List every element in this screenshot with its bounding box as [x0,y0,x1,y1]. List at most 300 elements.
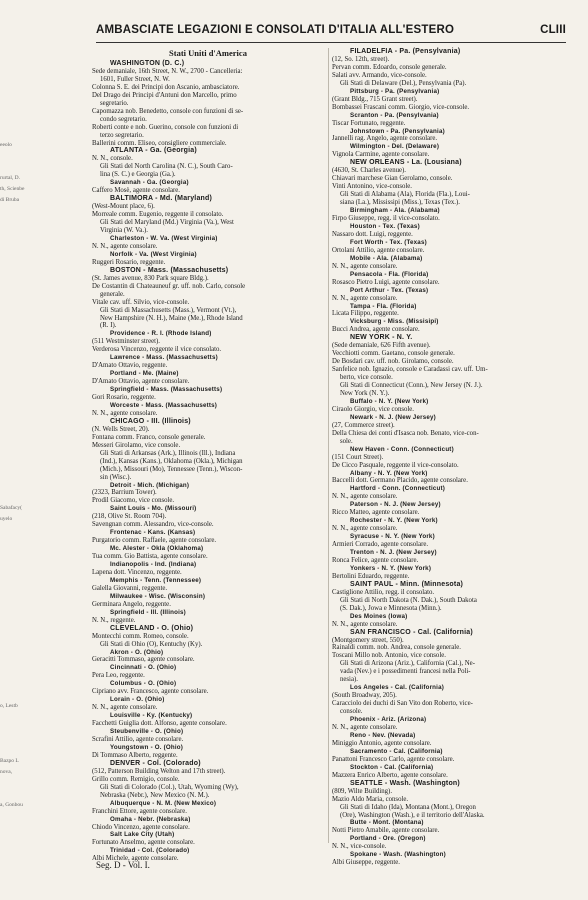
entry-line: N. N., agente consolare. [92,409,158,417]
margin-fragment [0,349,30,360]
city-heading [92,529,324,537]
entry-line: Montecchi comm. Romeo, console. [92,632,189,640]
entry-line: Di Tommaso Alberto, reggente. [92,751,178,759]
city-heading [332,716,564,724]
entry-line: Galella Giovanni, reggente. [92,584,168,592]
margin-fragment [0,580,30,591]
city-heading-text: Charleston - W. Va. (West Virginia) [110,234,218,242]
margin-fragment [0,657,30,668]
running-header [96,24,566,40]
city-heading-text: Lawrence - Mass. (Massachusetts) [110,354,218,362]
city-heading-text: Yonkers - N. Y. (New York) [350,564,432,572]
entry-continuation: terzo segretario. [100,131,144,139]
entry-line: Tiscar Fortunato, reggente. [332,119,406,127]
entry-line: Vecchiotti comm. Gaetano, console generale. [332,350,455,358]
margin-fragment [0,690,30,701]
city-heading [92,147,324,155]
city-heading-text: NEW YORK - N. Y. [350,334,413,342]
margin-fragment: Sabafacy( [0,505,22,511]
entry-line: Caracciolo dei duchi di San Vito don Roberto, vice- [332,700,473,708]
margin-fragment [0,734,30,745]
city-heading [92,696,324,704]
entry-line: Chiodo Vincenzo, agente consolare. [92,823,190,831]
entry-continuation: berto, vice console. [340,374,393,382]
margin-fragment [0,338,30,349]
section-title: Stati Uniti d'America [169,48,247,58]
entry-continuation: Gli Stati di Massachusetts (Mass.), Vermont (Vt.), [100,306,237,314]
city-heading-text: Indianopolis - Ind. (Indiana) [110,561,197,569]
entry-line: N. N., agente consolare. [332,525,398,533]
city-heading-text: Scranton - Pa. (Pensylvania) [350,111,439,119]
entry-line: Capomazza nob. Benedetto, console con funzioni di se- [92,107,244,115]
entry-line: Fontana comm. Franco, console generale. [92,433,206,441]
margin-fragment: o, Lestb [0,703,18,709]
entry-line: Sede demaniale, 16th Street, N. W., 2700 - Cancelleria: [92,67,243,75]
city-heading-text: FILADELFIA - Pa. (Pensylvania) [350,48,461,55]
city-heading-text: SAN FRANCISCO - Cal. (California) [350,628,473,636]
entry-line: Fortunato Anselmo, agente consolare. [92,839,195,847]
margin-fragment [0,492,30,503]
city-heading [92,482,324,490]
city-heading-text: WASHINGTON (D. C.) [110,60,185,67]
city-heading [332,501,564,509]
city-heading-text: Youngstown - O. (Ohio) [110,743,184,751]
city-heading-text: Paterson - N. J. (New Jersey) [350,501,441,509]
city-heading-text: Lorain - O. (Ohio) [110,696,165,704]
city-heading-text: Pensacola - Fla. (Florida) [350,270,429,278]
city-heading-text: Rochester - N. Y. (New York) [350,517,438,525]
entry-line: (27, Commerce street). [332,421,395,429]
entry-continuation: (Ore), Washington (Wash.), e il territorio dell'Alaska. [340,811,485,819]
city-heading [92,545,324,553]
city-heading [332,143,564,151]
entry-line: N. N., agente consolare. [332,262,398,270]
entry-continuation: nesia). [340,676,358,684]
entry-continuation: Nebraska (Nebr.), New Mexico (N. M.). [100,791,210,799]
entry-line: Notti Pietro Amabile, agente consolare. [332,827,440,835]
entry-line: Baccelli dott. Germano Placido, agente consolare. [332,477,468,485]
entry-line: Messeri Girolamo, vice console. [92,441,181,449]
city-heading [332,318,564,326]
margin-fragment [0,327,30,338]
margin-fragment [0,371,30,382]
entry-line: Pera Leo, reggente. [92,672,145,680]
margin-fragment [0,602,30,613]
city-heading [332,835,564,843]
entry-line: Ballerini comm. Eliseo, consigliere commerciale. [92,139,227,147]
city-heading-text: CLEVELAND - O. (Ohio) [110,624,194,632]
city-heading-text: Des Moines (Iowa) [350,612,408,620]
margin-fragment [0,393,30,404]
entry-line: Ortolani Attilio, agente consolare. [332,246,425,254]
city-heading-text: Columbus - O. (Ohio) [110,680,177,688]
entry-continuation: Gli Stati di Colorado (Col.), Utah, Wyoming (Wy), [100,783,239,791]
entry-line: (Sede demaniale, 626 Fifth avenue). [332,342,431,350]
city-heading-text: Milwaukee - Wisc. (Wisconsin) [110,592,206,600]
entry-line: Armieri Corrado, agente consolare. [332,541,429,549]
entry-line: Vitale cav. uff. Silvio, vice-console. [92,298,190,306]
entry-line: Morreale comm. Eugenio, reggente il consolato. [92,211,224,219]
city-heading-text: Mobile - Ala. (Alabama) [350,254,423,262]
margin-fragment [0,151,30,162]
city-heading [92,816,324,824]
city-heading [332,851,564,859]
city-heading [92,402,324,410]
margin-fragment [0,536,30,547]
entry-continuation: Gli Stati di Arkansas (Ark.), Illinois (Ill.), Indiana [100,449,236,457]
entry-line: Bombassei Frascani comm. Giorgio, vice-console. [332,103,470,111]
entry-line: Del Drago dei Principi d'Antuni don Marcello, primo [92,91,237,99]
entry-continuation: New York (N. Y.). [340,389,390,397]
margin-fragment [0,283,30,294]
margin-fragment [0,635,30,646]
city-heading-text: Syracuse - N. Y. (New York) [350,533,435,541]
entry-line: Savengnan comm. Alessandro, vice-console. [92,521,214,529]
margin-fragment: rurtal, D. [0,175,21,181]
city-heading [332,128,564,136]
entry-line: Verderosa Vincenzo, reggente il vice consolato. [92,346,222,354]
margin-fragment [0,789,30,800]
entry-line: De Costantin di Chateauneuf gr. uff. nob. Carlo, console [92,282,246,290]
entry-line: Rainaldi comm. nob. Andrea, console generale. [332,644,461,652]
city-heading [92,330,324,338]
entry-line: Tua comm. Gio Battista, agente consolare. [92,553,208,561]
entry-line: D'Amato Ottavio, agente consolare. [92,378,190,386]
city-heading [332,398,564,406]
city-heading [92,60,324,68]
margin-fragment [0,415,30,426]
city-heading-text: Spokane - Wash. (Washington) [350,851,446,859]
entry-line: Ronca Felice, agente consolare. [332,557,419,564]
city-heading [92,593,324,601]
city-heading-text: Hartford - Conn. (Connecticut) [350,485,446,493]
entry-line: Mazio Aldo Maria, console. [332,795,409,803]
entry-line: (Grant Bldg., 715 Grant street). [332,95,418,103]
entry-line: Germinara Angelo, reggente. [92,600,171,608]
entry-line: Rosasco Pietro Luigi, agente consolare. [332,278,440,286]
city-heading-text: Saint Louis - Mo. (Missouri) [110,505,197,513]
entry-line: N. N., agente consolare. [92,704,158,712]
margin-fragment: uyelo [0,516,13,522]
entry-line: Lapena dott. Vincenzo, reggente. [92,569,182,576]
city-heading [332,565,564,573]
entry-continuation: (Mich.), Missouri (Mo), Tennessee (Tenn.), Wiscon- [100,465,243,473]
city-heading [92,235,324,243]
entry-continuation: siana (La.), Mississipi (Miss.), Texas (Tex.). [340,199,460,207]
city-heading-text: Los Angeles - Cal. (California) [350,684,444,692]
margin-fragment [0,382,30,393]
margin-fragment [0,261,30,272]
city-heading [332,287,564,295]
margin-fragment: nova, [0,769,13,775]
entry-continuation: sole. [340,437,353,445]
city-heading [332,303,564,311]
entry-line: Chiavari marchese Gian Gerolamo, console. [332,175,453,183]
entry-continuation: lina (S. C.) e Georgia (Ga.). [100,171,176,179]
entry-continuation: Gli Stati di Delaware (Del.), Pensylvania (Pa). [340,79,467,87]
entry-line: Ruggeri Rosario, reggente. [92,258,166,266]
entry-line: Firpo Giuseppe, regg. il vice-consolato. [332,215,440,223]
page-title: AMBASCIATE LEGAZIONI E CONSOLATI D'ITALIA ALL'ESTERO [96,24,455,36]
city-heading [92,760,324,768]
margin-fragment [0,250,30,261]
margin-fragment [0,162,30,173]
entry-continuation: Gli Stati di Idaho (Ida), Montana (Mont.), Oregon [340,803,476,811]
entry-continuation: generale. [100,290,125,298]
entry-line: N. N., console. [92,155,133,163]
entry-continuation: Gli Stati di Arizona (Ariz.), California (Cal.), Ne- [340,660,475,668]
entry-line: N. N., agente consolare. [332,294,398,302]
entry-line: N. N., vice-console. [332,843,387,851]
city-heading-text: Mc. Alester - Okla (Oklahoma) [110,545,204,553]
entry-continuation: (R. I). [100,322,117,330]
entry-line: Prodil Giacomo, vice console. [92,497,175,505]
city-heading-text: Reno - Nev. (Nevada) [350,731,416,739]
entry-line: Toscani Millo nob. Antonio, vice console. [332,652,446,660]
entry-line: Ricco Matteo, agente consolare. [332,509,420,517]
entry-continuation: Gli Stati del Maryland (Md.) Virginia (Va.), West [100,219,234,227]
city-heading [332,764,564,772]
margin-fragment [0,272,30,283]
city-heading-text: Omaha - Nebr. (Nebraska) [110,815,191,823]
entry-line: Purgatorio comm. Raffaele, agente consolare. [92,537,217,545]
city-heading [332,239,564,247]
city-heading [332,780,564,788]
city-heading [92,561,324,569]
margin-fragment [0,404,30,415]
margin-fragment [0,591,30,602]
margin-fragment [0,525,30,536]
city-heading [92,577,324,585]
entry-line: N. N., agente consolare. [332,620,398,628]
entry-line: Nassaro dott. Luigi, reggente. [332,230,413,238]
entry-line: Castiglione Attilio, regg. il consolato. [332,588,435,596]
city-heading [332,271,564,279]
entry-line: Jannelli rag. Angelo, agente consolare. [332,135,438,143]
margin-fragment [0,723,30,734]
city-heading-text: Stockton - Cal. (California) [350,763,434,771]
entry-continuation: sin (Wisc.). [100,473,132,481]
city-heading-text: Cincinnati - O. (Ohio) [110,664,177,672]
city-heading-text: Pittsburg - Pa. (Pensylvania) [350,87,440,95]
entry-continuation: New Hampshire (N. H.), Maine (Me.), Rhode Island [100,314,243,322]
city-heading [92,179,324,187]
city-heading-text: Butte - Mont. (Montana) [350,819,424,827]
entry-line: Caffero Mosè, agente consolare. [92,187,181,195]
city-heading-text: Portland - Me. (Maine) [110,370,179,378]
entry-continuation: (S. Dak.), Jowa e Minnesota (Minn.). [340,604,442,612]
entry-line: (West-Mount place, 6). [92,203,155,211]
entry-continuation: Gli Stati di Connecticut (Conn.), New Jersey (N. J.). [340,382,483,390]
city-heading-text: Louisville - Ky. (Kentucky) [110,712,193,720]
entry-line: Salati avv. Armando, vice-console. [332,71,427,79]
margin-fragment [0,437,30,448]
entry-line: Geracitti Tommaso, agente consolare. [92,656,195,664]
margin-fragment [0,481,30,492]
entry-line: (4630, St. Charles avenue). [332,167,406,175]
entry-line: Miniggio Antonio, agente consolare. [332,739,432,747]
city-heading-text: Sacramento - Cal. (California) [350,747,443,755]
margin-fragment [0,426,30,437]
entry-line: Vignola Carmine, agente consolare. [332,151,430,159]
entry-line: Sanfelice nob. Ignazio, console e Caradassi cav. uff. Um- [332,366,488,374]
city-heading-text: Springfield - III. (Illinois) [110,608,186,616]
entry-line: Bertolini Eduardo, reggente. [332,572,410,580]
entry-line: Gori Rosario, reggente. [92,394,156,402]
city-heading-text: BOSTON - Mass. (Massachusetts) [110,266,229,274]
city-heading [332,732,564,740]
margin-fragment [0,470,30,481]
city-heading-text: Trinidad - Col. (Colorado) [110,847,190,855]
entry-line: (511 Westminster street). [92,338,160,346]
city-heading [92,712,324,720]
entry-line: Panattoni Francesco Carlo, agente consolare. [332,755,455,763]
entry-line: (Montgomery street, 550). [332,636,404,644]
entry-line: Licata Filippo, reggente. [332,310,399,318]
entry-line: Scrafini Attilio, agente consolare. [92,736,184,744]
city-heading [332,446,564,454]
city-heading [92,800,324,808]
page-footer [96,860,566,874]
city-heading [92,744,324,752]
city-heading [332,88,564,96]
city-heading [92,370,324,378]
entry-line: (St. James avenue, 830 Park square Bldg.). [92,274,209,282]
margin-fragment: a, Gonbou [0,802,23,808]
city-heading [332,533,564,541]
entry-line: (N. Wells Street, 20). [92,425,150,433]
entry-continuation: segretario. [100,99,129,107]
margin-fragment [0,679,30,690]
entry-line: Vinti Antonino, vice-console. [332,183,413,191]
city-heading [332,334,564,342]
city-heading [332,414,564,422]
city-heading-text: Fort Worth - Tex. (Texas) [350,238,427,246]
entry-continuation: (Ind.), Kansas (Kans.), Oklahoma (Okla.), Michigan [100,457,243,465]
city-heading [92,649,324,657]
city-heading [332,470,564,478]
column-separator [328,48,329,843]
city-heading-text: Memphis - Tenn. (Tennessee) [110,576,202,584]
city-heading [92,251,324,259]
city-heading-text: Detroit - Mich. (Michigan) [110,481,190,489]
city-heading [92,267,324,275]
city-heading [92,386,324,394]
city-heading [332,207,564,215]
margin-fragment [0,624,30,635]
margin-fragment [0,569,30,580]
entry-line: Roberti conte e nob. Guerino, console con funzioni di [92,123,239,131]
city-heading [332,819,564,827]
city-heading [332,549,564,557]
entry-line: (South Broadway, 205). [332,692,397,700]
city-heading-text: Salt Lake City (Utah) [110,831,175,839]
margin-fragment [0,547,30,558]
city-heading-text: Port Arthur - Tex. (Texas) [350,286,429,294]
bleed-through-margin [0,140,30,820]
city-heading [92,195,324,203]
entry-line: Della Chiesa dei conti d'Isasca nob. Benato, vice-con- [332,429,479,437]
city-heading-text: Trenton - N. J. (New Jersey) [350,549,437,557]
margin-fragment [0,745,30,756]
entry-continuation: 1601, Fuller Street, N. W. [100,75,170,83]
entry-line: N. N., agente consolare. [92,242,158,250]
entry-continuation: console. [340,708,363,716]
city-heading-text: New Haven - Conn. (Connecticut) [350,445,454,453]
left-column [92,48,324,863]
city-heading-text: Portland - Ore. (Oregon) [350,835,426,843]
entry-line: (512, Patterson Building Welton and 17th street). [92,767,226,775]
entry-line: Albi Giuseppe, reggente. [332,859,400,867]
margin-fragment: th, Scienbe [0,186,25,192]
city-heading-text: Steubenville - O. (Ohio) [110,728,184,736]
margin-fragment: Bazpo L [0,758,19,764]
city-heading [332,48,564,56]
city-heading-text: Frontenac - Kans. (Kansas) [110,529,196,537]
entry-line: Bucci Andrea, agente consolare. [332,326,420,334]
city-heading [92,609,324,617]
city-heading [332,223,564,231]
city-heading-text: Tampa - Fla. (Florida) [350,302,417,310]
city-heading-text: BALTIMORA - Md. (Maryland) [110,195,213,203]
entry-line: Cipriano avv. Francesco, agente consolare. [92,688,209,696]
margin-fragment [0,228,30,239]
entry-continuation: Gli Stati di Ohio (O), Kentuchy (Ky). [100,640,203,648]
city-heading-text: NEW ORLEANS - La. (Lousiana) [350,159,462,167]
city-heading [332,684,564,692]
city-heading-text: Newark - N. J. (New Jersey) [350,413,436,421]
city-heading [332,629,564,637]
city-heading [92,505,324,513]
entry-line: N. N., agente consolare. [332,724,398,732]
city-heading-text: Buffalo - N. Y. (New York) [350,397,429,405]
city-heading [332,159,564,167]
city-heading [332,581,564,589]
city-heading [332,748,564,756]
margin-fragment [0,646,30,657]
city-heading-text: Worceste - Mass. (Massachusetts) [110,401,218,409]
city-heading-text: Vicksburg - Miss. (Missisipi) [350,318,439,326]
entry-line: Pervan comm. Edoardo, console generale. [332,63,447,71]
city-heading-text: Albuquerque - N. M. (New Mexico) [110,799,217,807]
city-heading-text: Wilmington - Del. (Delaware) [350,143,440,151]
city-heading [332,613,564,621]
entry-line: Facchetti Guiglia dott. Alfonso, agente consolare. [92,720,227,728]
city-heading [92,625,324,633]
city-heading [332,112,564,120]
entry-line: (12, So. 12th, street). [332,55,390,63]
city-heading [92,418,324,426]
page-number: CLIII [540,24,566,36]
city-heading-text: Birmingham - Ala. (Alabama) [350,207,440,215]
city-heading-text: DENVER - Col. (Colorado) [110,759,201,767]
margin-fragment [0,206,30,217]
city-heading-text: Albany - N. Y. (New York) [350,469,428,477]
header-rule [96,42,566,43]
margin-fragment [0,360,30,371]
city-heading-text: Akron - O. (Ohio) [110,648,164,656]
margin-fragment: di Bruba [0,197,20,203]
margin-fragment [0,316,30,327]
entry-line: Colonna S. E. dei Principi don Ascanio, ambasciatore. [92,83,240,91]
margin-fragment [0,778,30,789]
entry-continuation: Gli Stati di Alabama (Ala), Florida (Fla.), Loui- [340,191,470,199]
entry-line: Ciraolo Giorgio, vice console. [332,405,414,413]
city-heading [92,728,324,736]
entry-line: N. N., agente consolare. [332,493,398,501]
city-heading [92,831,324,839]
margin-fragment [0,294,30,305]
